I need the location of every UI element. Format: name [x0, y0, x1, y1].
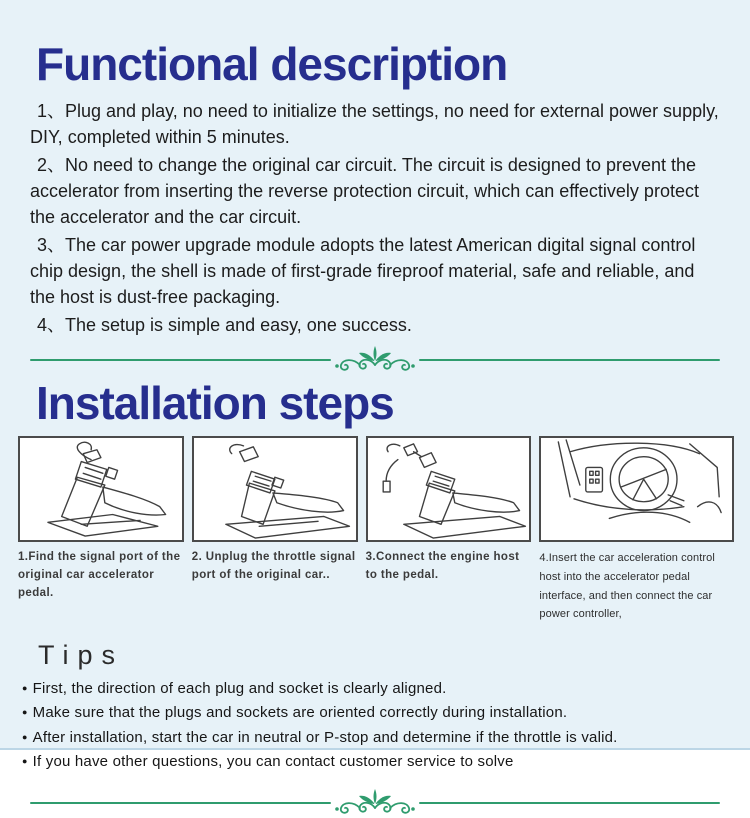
- tip-item-2: [22, 701, 744, 725]
- ornamental-divider-bottom: [30, 788, 720, 818]
- functional-item-3: 3、The car power upgrade module adopts the latest American digital signal control chip design, the shell is made of first-grade fireproof material, safe and reliable, and the host is dust-free packaging.: [30, 235, 696, 308]
- step-4-image-box: [539, 436, 734, 542]
- bullet-icon: ●: [22, 707, 28, 718]
- tips-title: Tips: [38, 639, 125, 670]
- tip-item-3: [22, 726, 744, 750]
- unplugged-connector-pedal-illustration: [194, 438, 356, 540]
- step-2-caption: 2. Unplug the throttle signal port of the original car..: [191, 551, 356, 581]
- divider-line-left: [30, 359, 331, 361]
- installation-step-4: [539, 436, 734, 624]
- divider-line-left: [30, 802, 331, 804]
- installation-steps-row: [18, 436, 734, 624]
- floral-flourish-icon: [333, 788, 417, 818]
- step-1-image-box: [18, 436, 184, 542]
- installation-steps-title: Installation steps: [36, 376, 394, 429]
- installation-step-2: [192, 436, 358, 624]
- step-3-image-box: [366, 436, 532, 542]
- engine-host-modules-pedal-illustration: [368, 438, 530, 540]
- step-4-caption: 4.Insert the car acceleration control host into the accelerator pedal interface, and then connect the car power controller,: [539, 552, 715, 621]
- functional-item-4: 4、The setup is simple and easy, one success.: [37, 315, 412, 336]
- tip-item-4: [22, 750, 744, 774]
- functional-item-2: 2、No need to change the original car circuit. The circuit is designed to prevent the accelerator from inserting the reverse protection circuit, which can effectively protect the accelerator and the car circuit.: [30, 154, 699, 228]
- tip-item-4-text: If you have other questions, you can contact customer service to solve: [32, 752, 514, 770]
- car-interior-steering-wheel-illustration: [541, 438, 732, 540]
- tips-list: [22, 677, 744, 774]
- step-1-caption: 1.Find the signal port of the original car accelerator pedal.: [18, 551, 181, 599]
- tip-item-1: [22, 677, 744, 701]
- bullet-icon: ●: [22, 731, 28, 742]
- floral-flourish-icon: [333, 345, 417, 375]
- accelerator-pedal-illustration: [20, 438, 182, 540]
- tip-item-3-text: After installation, start the car in neutral or P-stop and determine if the throttle is valid.: [32, 728, 618, 746]
- divider-line-right: [419, 359, 720, 361]
- divider-line-right: [419, 802, 720, 804]
- tip-item-1-text: First, the direction of each plug and socket is clearly aligned.: [32, 679, 447, 697]
- bullet-icon: ●: [22, 682, 28, 693]
- step-2-image-box: [192, 436, 358, 542]
- installation-step-1: [18, 436, 184, 624]
- ornamental-divider-top: [30, 345, 720, 375]
- functional-item-1: 1、Plug and play, no need to initialize the settings, no need for external power supply, DIY, completed within 5 minutes.: [30, 100, 719, 147]
- step-3-caption: 3.Connect the engine host to the pedal.: [365, 551, 520, 581]
- functional-description-title: Functional description: [36, 38, 508, 90]
- tip-item-2-text: Make sure that the plugs and sockets are oriented correctly during installation.: [32, 704, 568, 722]
- bullet-icon: ●: [22, 755, 28, 766]
- functional-description-list: [30, 98, 722, 339]
- installation-step-3: [366, 436, 532, 624]
